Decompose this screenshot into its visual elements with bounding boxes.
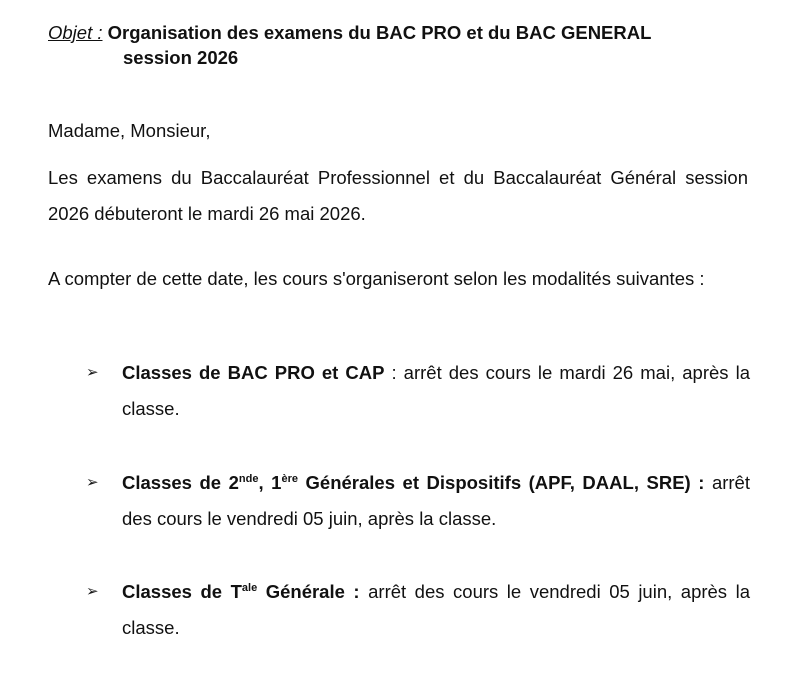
bullet-title-part2: Générale : bbox=[257, 581, 360, 602]
subject-title-line2: session 2026 bbox=[123, 47, 239, 68]
bullet-text: arrêt des cours le vendredi 05 juin, après la classe. bbox=[122, 581, 750, 638]
paragraph-organisation: A compter de cette date, les cours s'organiseront selon les modalités suivantes : bbox=[48, 268, 705, 289]
bullet-title-sup1: nde bbox=[238, 473, 259, 485]
bullet-seconde-premiere bbox=[86, 465, 750, 537]
bullet-title: Classes de BAC PRO et CAP bbox=[122, 362, 385, 383]
arrow-bullet-icon: ➢ bbox=[86, 583, 99, 600]
bullet-title-part1: Classes de 2 bbox=[122, 472, 239, 493]
bullet-text: arrêt des cours le vendredi 05 juin, après la classe. bbox=[122, 472, 750, 529]
bullet-title-sup2: ère bbox=[281, 473, 298, 485]
arrow-bullet-icon: ➢ bbox=[86, 474, 99, 491]
bullet-content bbox=[122, 574, 750, 646]
bullet-content bbox=[122, 355, 750, 427]
subject-title-line1: Organisation des examens du BAC PRO et du BAC GENERAL bbox=[107, 22, 652, 43]
bullet-title-part3: Générales et Dispositifs (APF, DAAL, SRE) : bbox=[297, 472, 705, 493]
greeting: Madame, Monsieur, bbox=[48, 120, 211, 141]
paragraph-exam-dates: Les examens du Baccalauréat Professionnel et du Baccalauréat Général session 2026 débuteront le mardi 26 mai 2026. bbox=[48, 167, 748, 224]
subject-label: Objet : bbox=[48, 22, 103, 43]
bullet-terminale bbox=[86, 574, 750, 646]
bullet-content bbox=[122, 465, 750, 537]
bullet-title-part2: , 1 bbox=[258, 472, 282, 493]
bullet-text: : arrêt des cours le mardi 26 mai, après la classe. bbox=[122, 362, 750, 419]
subject-block bbox=[48, 20, 768, 70]
arrow-bullet-icon: ➢ bbox=[86, 364, 99, 381]
bullet-bac-pro-cap bbox=[86, 355, 750, 427]
bullet-title-part1: Classes de T bbox=[122, 581, 242, 602]
bullet-title-sup1: ale bbox=[241, 582, 258, 594]
